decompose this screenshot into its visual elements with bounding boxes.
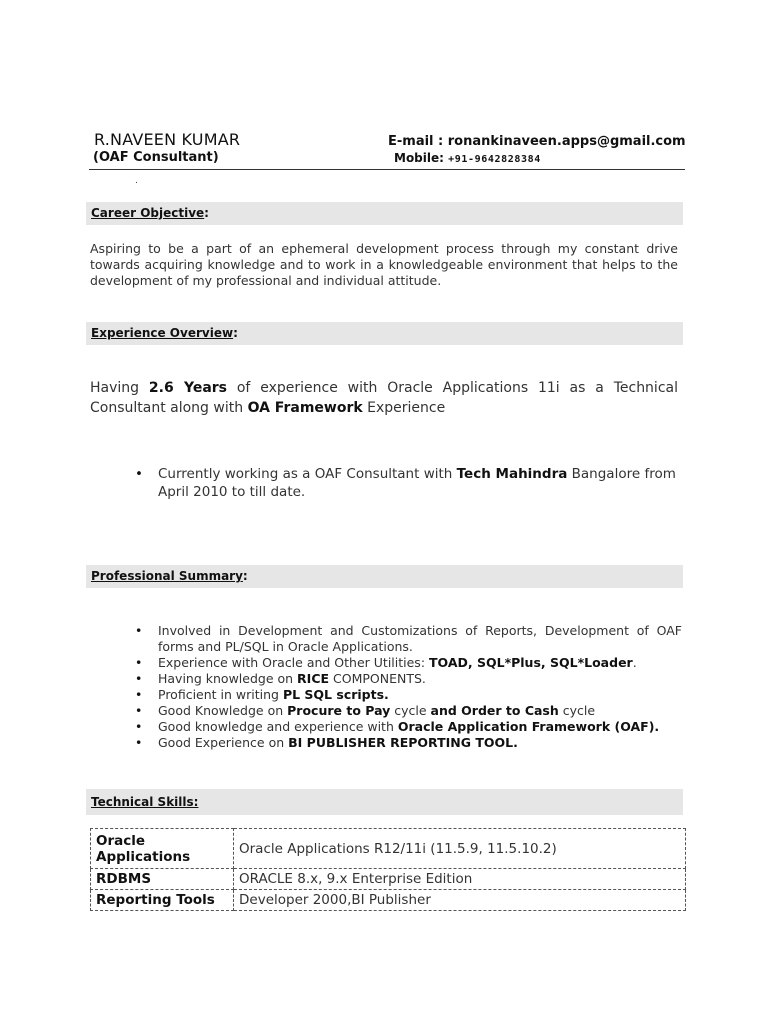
text-run: COMPONENTS. — [329, 671, 426, 686]
skill-category: RDBMS — [91, 869, 234, 890]
section-career-objective — [86, 202, 683, 225]
list-item — [132, 687, 682, 703]
heading-colon: : — [242, 569, 248, 583]
table-row — [91, 829, 686, 869]
skill-category: Oracle Applications — [91, 829, 234, 869]
skill-value: Oracle Applications R12/11i (11.5.9, 11.5.10.2) — [234, 829, 686, 869]
text-run: cycle — [558, 703, 596, 718]
company-name: Tech Mahindra — [456, 466, 568, 482]
text-bold: Procure to Pay — [287, 703, 391, 718]
text-run: Good Knowledge on — [158, 703, 288, 718]
text-bold: PL SQL scripts. — [282, 687, 389, 702]
skill-value: Developer 2000,BI Publisher — [234, 890, 686, 911]
text-run: Involved in Development and Customizations of Reports, Development of OAF forms and PL/SQL in Oracle Applications. — [158, 623, 682, 654]
section-heading: Experience Overview — [91, 326, 234, 340]
section-heading: Professional Summary — [91, 569, 243, 583]
current-employment-list — [132, 465, 682, 501]
text-bold: TOAD, SQL*Plus, SQL*Loader — [429, 655, 633, 670]
table-row — [91, 890, 686, 911]
candidate-name: R.NAVEEN KUMAR — [94, 130, 241, 149]
technical-skills-table — [90, 828, 686, 911]
years-highlight: 2.6 Years — [148, 380, 228, 396]
stray-mark: . — [135, 176, 138, 186]
section-technical-skills — [86, 789, 683, 815]
heading-colon: : — [204, 206, 209, 220]
email-label: E-mail : — [388, 134, 448, 149]
section-heading: Career Objective — [91, 206, 205, 220]
list-item — [132, 719, 682, 735]
mobile-label: Mobile: — [394, 151, 449, 165]
skill-value: ORACLE 8.x, 9.x Enterprise Edition — [234, 869, 686, 890]
summary-list — [132, 623, 682, 751]
career-objective-text: Aspiring to be a part of an ephemeral development process through my constant drive towards acquiring knowledge and to work in a knowledgeable environment that helps to the development of my professional and individual attitude. — [90, 241, 678, 288]
text-bold: BI PUBLISHER REPORTING TOOL. — [288, 735, 518, 750]
experience-summary — [90, 378, 678, 418]
text-run: Having — [90, 380, 149, 396]
list-item — [132, 671, 682, 687]
framework-highlight: OA Framework — [247, 400, 363, 416]
text-run: Experience with Oracle and Other Utilities: — [158, 655, 430, 670]
candidate-role: (OAF Consultant) — [93, 150, 219, 165]
list-item — [132, 623, 682, 655]
list-item — [132, 735, 682, 751]
heading-colon: : — [233, 326, 238, 340]
text-run: cycle — [390, 703, 431, 718]
email-address: ronankinaveen.apps@gmail.com — [447, 134, 686, 149]
text-run: Bangalore from April 2010 to till date. — [158, 466, 676, 500]
text-run: of experience with Oracle Applications 11i as a Technical Consultant along with — [90, 380, 678, 416]
text-bold: and Order to Cash — [430, 703, 559, 718]
skill-category: Reporting Tools — [91, 890, 234, 911]
text-run: Having knowledge on — [158, 671, 298, 686]
mobile-line — [394, 151, 541, 165]
list-item — [132, 465, 682, 501]
table-row — [91, 869, 686, 890]
text-run: Good knowledge and experience with — [158, 719, 398, 734]
section-professional-summary — [86, 565, 683, 588]
list-item — [132, 703, 682, 719]
email-line — [388, 134, 686, 149]
text-run: Proficient in writing — [158, 687, 283, 702]
header-divider — [89, 169, 685, 170]
section-heading: Technical Skills: — [91, 795, 199, 809]
text-bold: Oracle Application Framework (OAF). — [397, 719, 660, 734]
text-run: . — [632, 655, 637, 670]
text-run: Experience — [362, 400, 446, 416]
text-run: Currently working as a OAF Consultant with — [158, 466, 457, 482]
section-experience-overview — [86, 322, 683, 345]
text-bold: RICE — [297, 671, 330, 686]
list-item — [132, 655, 682, 671]
text-run: Good Experience on — [158, 735, 289, 750]
mobile-number: +91-9642828384 — [448, 154, 541, 165]
